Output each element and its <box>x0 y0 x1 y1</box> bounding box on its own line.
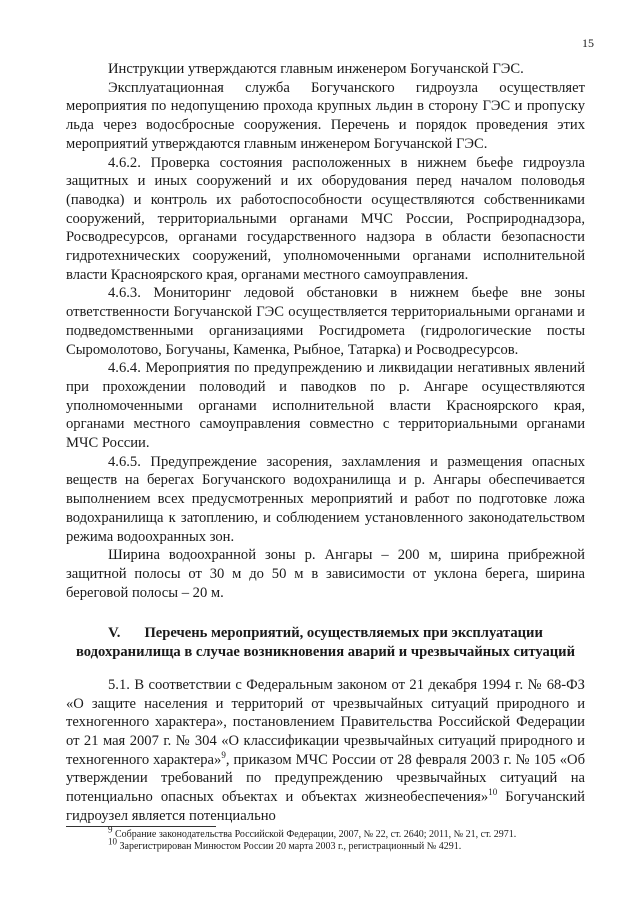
paragraph-4-6-3: 4.6.3. Мониторинг ледовой обстановки в нижнем бьефе вне зоны ответственности Богучанской ГЭС осуществляется территориальными органами и подведомственными организациями Росгидромета (гидрологические посты Сыромолотово, Богучаны, Каменка, Рыбное, Татарка) и Росводресурсов. <box>66 285 585 358</box>
footnote-mark-10: 10 <box>108 836 117 847</box>
footnote-mark-9: 9 <box>108 824 113 835</box>
paragraph-4-6-4: 4.6.4. Мероприятия по предупреждению и ликвидации негативных явлений при прохождении половодий и паводков по р. Ангаре осуществляются уполномоченными органами исполнительной власти Красноярского края, органами местного самоуправления совместно с территориальными органами МЧС России. <box>66 360 585 452</box>
paragraph-4-6-2: 4.6.2. Проверка состояния расположенных в нижнем бьефе гидроузла защитных и иных сооружений и их оборудования перед началом половодья (паводка) и контроль их работоспособности осуществляются собственниками сооружений, территориальными органами МЧС России, Росприроднадзора, Росводресурсов, органами государственного надзора в области безопасности гидротехнических сооружений, уполномоченными органами исполнительной власти Красноярского края, органами местного самоуправления. <box>66 154 585 283</box>
footnote-10 <box>66 836 585 853</box>
paragraph-5-1 <box>66 676 585 826</box>
section-title-line2: водохранилища в случае возникновения аварий и чрезвычайных ситуаций <box>76 644 575 661</box>
section-heading-line1 <box>66 624 585 643</box>
footnotes <box>66 824 585 853</box>
paragraph-instructions-approval: Инструкции утверждаются главным инженером Богучанской ГЭС. <box>108 61 524 77</box>
footnote-divider <box>66 826 216 827</box>
footnote-text-9: Собрание законодательства Российской Федерации, 2007, № 22, ст. 2640; 2011, № 21, ст. 2971. <box>112 829 517 840</box>
section-number: V. <box>108 625 121 642</box>
footnote-ref-9[interactable]: 9 <box>221 749 226 760</box>
paragraph-5-1-part3: Богучанский гидроузел является потенциально <box>66 789 585 824</box>
section-heading <box>66 624 585 661</box>
document-body <box>66 60 585 825</box>
paragraph-5-1-part1: 5.1. В соответствии с Федеральным законом от 21 декабря 1994 г. № 68-ФЗ «О защите населения и территорий от чрезвычайных ситуаций природного и техногенного характера», постановлением Правительства Российской Федерации от 21 мая 2007 г. № 304 «О классификации чрезвычайных ситуаций природного и техногенного характера» <box>66 676 585 768</box>
paragraph-water-protection-zone: Ширина водоохранной зоны р. Ангары – 200 м, ширина прибрежной защитной полосы от 30 м до 50 м в зависимости от уклона берега, ширина береговой полосы – 20 м. <box>66 547 585 601</box>
footnote-text-10: Зарегистрирован Минюстом России 20 марта 2003 г., регистрационный № 4291. <box>117 841 462 852</box>
footnote-ref-10[interactable]: 10 <box>488 787 498 798</box>
section-title-line1: Перечень мероприятий, осуществляемых при эксплуатации <box>144 625 543 642</box>
paragraph-4-6-5: 4.6.5. Предупреждение засорения, захламления и размещения опасных веществ на берегах Богучанского водохранилища и р. Ангары обеспечивается выполнением всех предусмотренных мероприятий и работ по подготовке ложа водохранилища к затоплению, и соблюдением установленного законодательством режима водоохранных зон. <box>66 453 585 545</box>
paragraph-ice-passage: Эксплуатационная служба Богучанского гидроузла осуществляет мероприятия по недопущению прохода крупных льдин в сторону ГЭС и пропуску льда через водосбросные сооружения. Перечень и порядок проведения этих мероприятий утверждаются главным инженером Богучанской ГЭС. <box>66 79 585 152</box>
footnote-9 <box>66 824 585 841</box>
paragraph-5-1-part2: , приказом МЧС России от 28 февраля 2003 г. № 105 «Об утверждении требований по предупреждению чрезвычайных ситуаций на потенциально опасных объектах и объектах жизнеобеспечения» <box>66 751 585 806</box>
page-number: 15 <box>582 36 594 50</box>
